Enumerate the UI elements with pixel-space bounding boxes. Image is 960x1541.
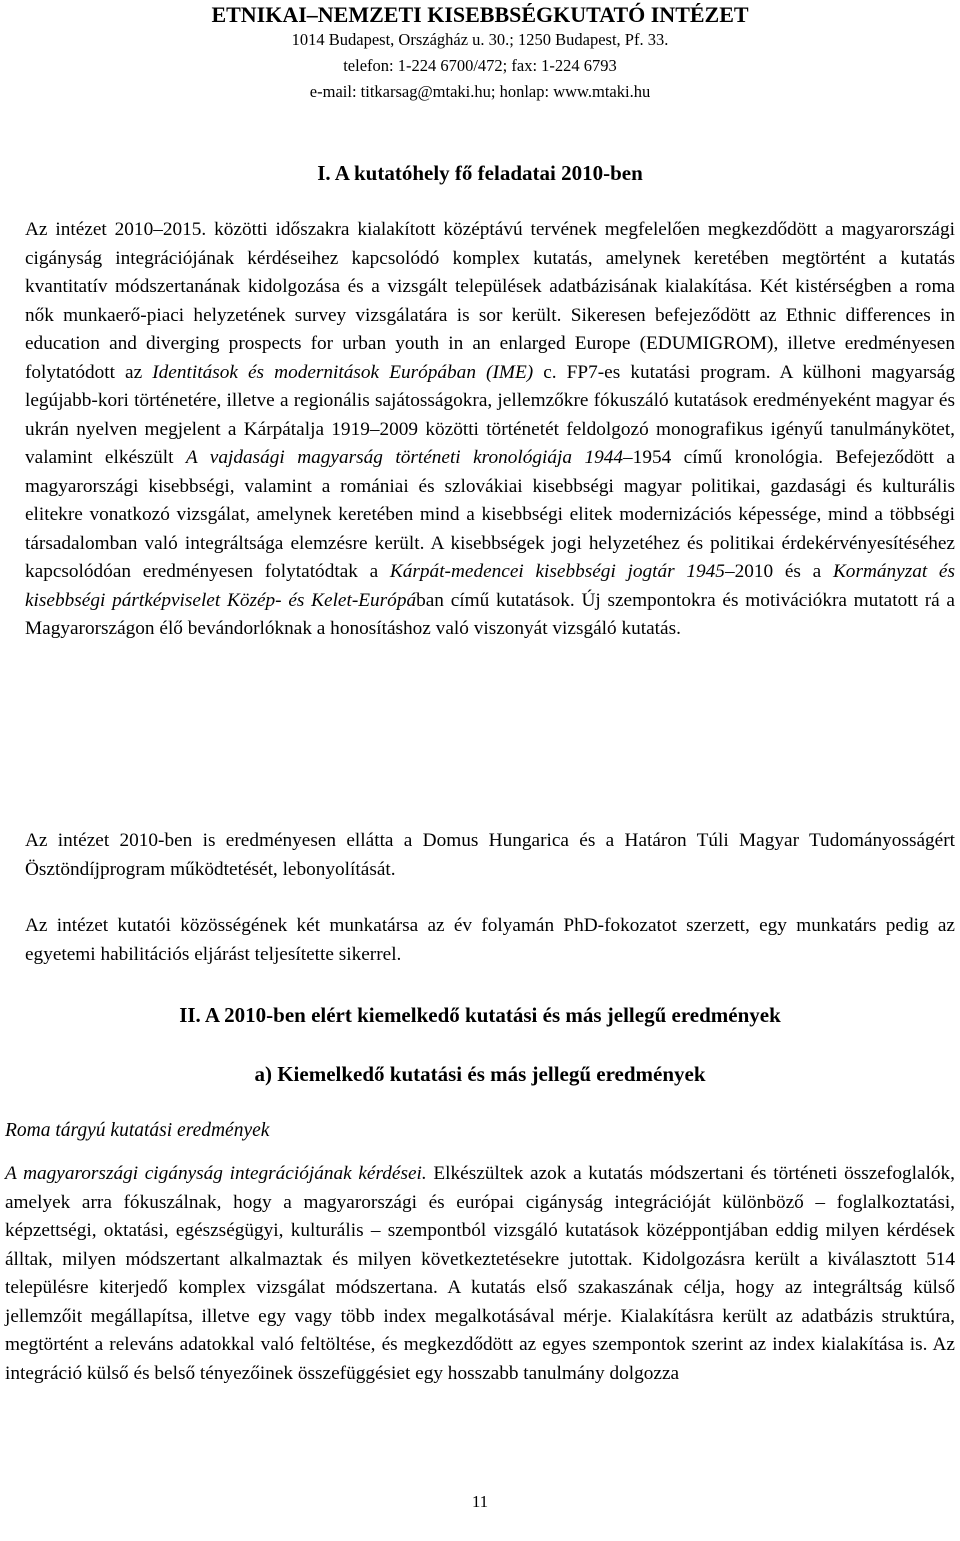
section-1-paragraph-3: Az intézet kutatói közösségének két munkatársa az év folyamán PhD-fokozatot szerzett, egy munkatárs pedig az egyetemi habilitációs eljárást teljesítette sikerrel. bbox=[25, 915, 955, 965]
section-2-paragraph-1: A magyarországi cigányság integrációjának kérdései. Elkészültek azok a kutatás módszertani és történeti összefoglalók, amelyek arra fókuszálnak, hogy a magyarországi és európai cigányság integrációját különböző – foglalkoztatási, képzettségi, oktatási, egészségügyi, kulturális – szempontból vizsgáló kutatások középpontjában eddig milyen kérdések álltak, milyen módszertant alkalmaztak és milyen következtetésekre jutottak. Kidolgozásra került a kiválasztott 514 településre kiterjedő komplex vizsgálat módszertana. A kutatás első szakaszának célja, hogy az integráltság külső jellemzőit megállapítsa, illetve egy vagy több index megalkotásával mérje. Kialakításra került az adatbázis struktúra, megtörtént a releváns adatokkal való feltöltése, és megkezdődött az egyes szempontok szerint az index kialakítása is. Az integráció külső és belső tényezőinek összefüggésiet egy hosszabb tanulmány dolgozza bbox=[5, 1163, 955, 1384]
letterhead bbox=[0, 2, 960, 105]
section-2-title: II. A 2010-ben elért kiemelkedő kutatási és más jellegű eredmények bbox=[179, 1003, 781, 1027]
page-number: 11 bbox=[471, 1492, 489, 1511]
institute-phone: telefon: 1-224 6700/472; fax: 1-224 6793 bbox=[343, 56, 617, 75]
section-1-title: I. A kutatóhely fő feladatai 2010-ben bbox=[317, 161, 643, 185]
section-1-paragraph-2: Az intézet 2010-ben is eredményesen ellátta a Domus Hungarica és a Határon Túli Magyar Tudományosságért Ösztöndíjprogram működtetését, lebonyolítását. bbox=[25, 830, 955, 880]
section-2-subtitle: a) Kiemelkedő kutatási és más jellegű eredmények bbox=[254, 1062, 706, 1086]
section-1-paragraph-1: Az intézet 2010–2015. közötti időszakra kialakított középtávú tervének megfelelően megkezdődött a magyarországi cigányság integrációjának kérdéseihez kapcsolódó komplex kutatás, amelynek keretében megtörtént a kutatás kvantitatív módszertanának kidolgozása és a vizsgált települések adatbázisának kialakítása. Két kistérségben a roma nők munkaerő-piaci helyzetének survey vizsgálatára is sor került. Sikeresen befejeződött az Ethnic differences in education and diverging prospects for urban youth in an enlarged Europe (EDUMIGROM), illetve eredményesen folytatódott az Identitások és modernitások Európában (IME) c. FP7-es kutatási program. A külhoni magyarság legújabb-kori történetére, illetve a regionális sajátosságokra, jellemzőkre fókuszáló kutatások eredményeként magyar és ukrán nyelven megjelent a Kárpátalja 1919–2009 közötti történetét feldolgozó monografikus igényű tanulmánykötet, valamint elkészült A vajdasági magyarság történeti kronológiája 1944–1954 című kronológia. Befejeződött a magyarországi kisebbségi, valamint a romániai és szlovákiai kisebbségi magyar politikai, gazdasági és kulturális elitekre vonatkozó vizsgálat, amelynek keretében mind a kisebbségi elitek modernizációs képessége, mind a többségi társadalomban való integráltsága elemzésre került. A kisebbségek jogi helyzetéhez és politikai érdekérvényesítéséhez kapcsolódóan eredményesen folytatódtak a Kárpát-medencei kisebbségi jogtár 1945–2010 és a Kormányzat és kisebbségi pártképviselet Közép- és Kelet-Európában című kutatások. Új szempontokra és motivációkra mutatott rá a Magyarországon élő bevándorlóknak a honosításhoz való viszonyát vizsgáló kutatás. bbox=[25, 219, 955, 639]
institute-address: 1014 Budapest, Országház u. 30.; 1250 Budapest, Pf. 33. bbox=[291, 30, 669, 49]
institute-email: e-mail: titkarsag@mtaki.hu; honlap: www.mtaki.hu bbox=[309, 82, 651, 101]
institute-name: ETNIKAI–NEMZETI KISEBBSÉGKUTATÓ INTÉZET bbox=[211, 2, 749, 27]
section-2-category: Roma tárgyú kutatási eredmények bbox=[5, 1120, 270, 1141]
